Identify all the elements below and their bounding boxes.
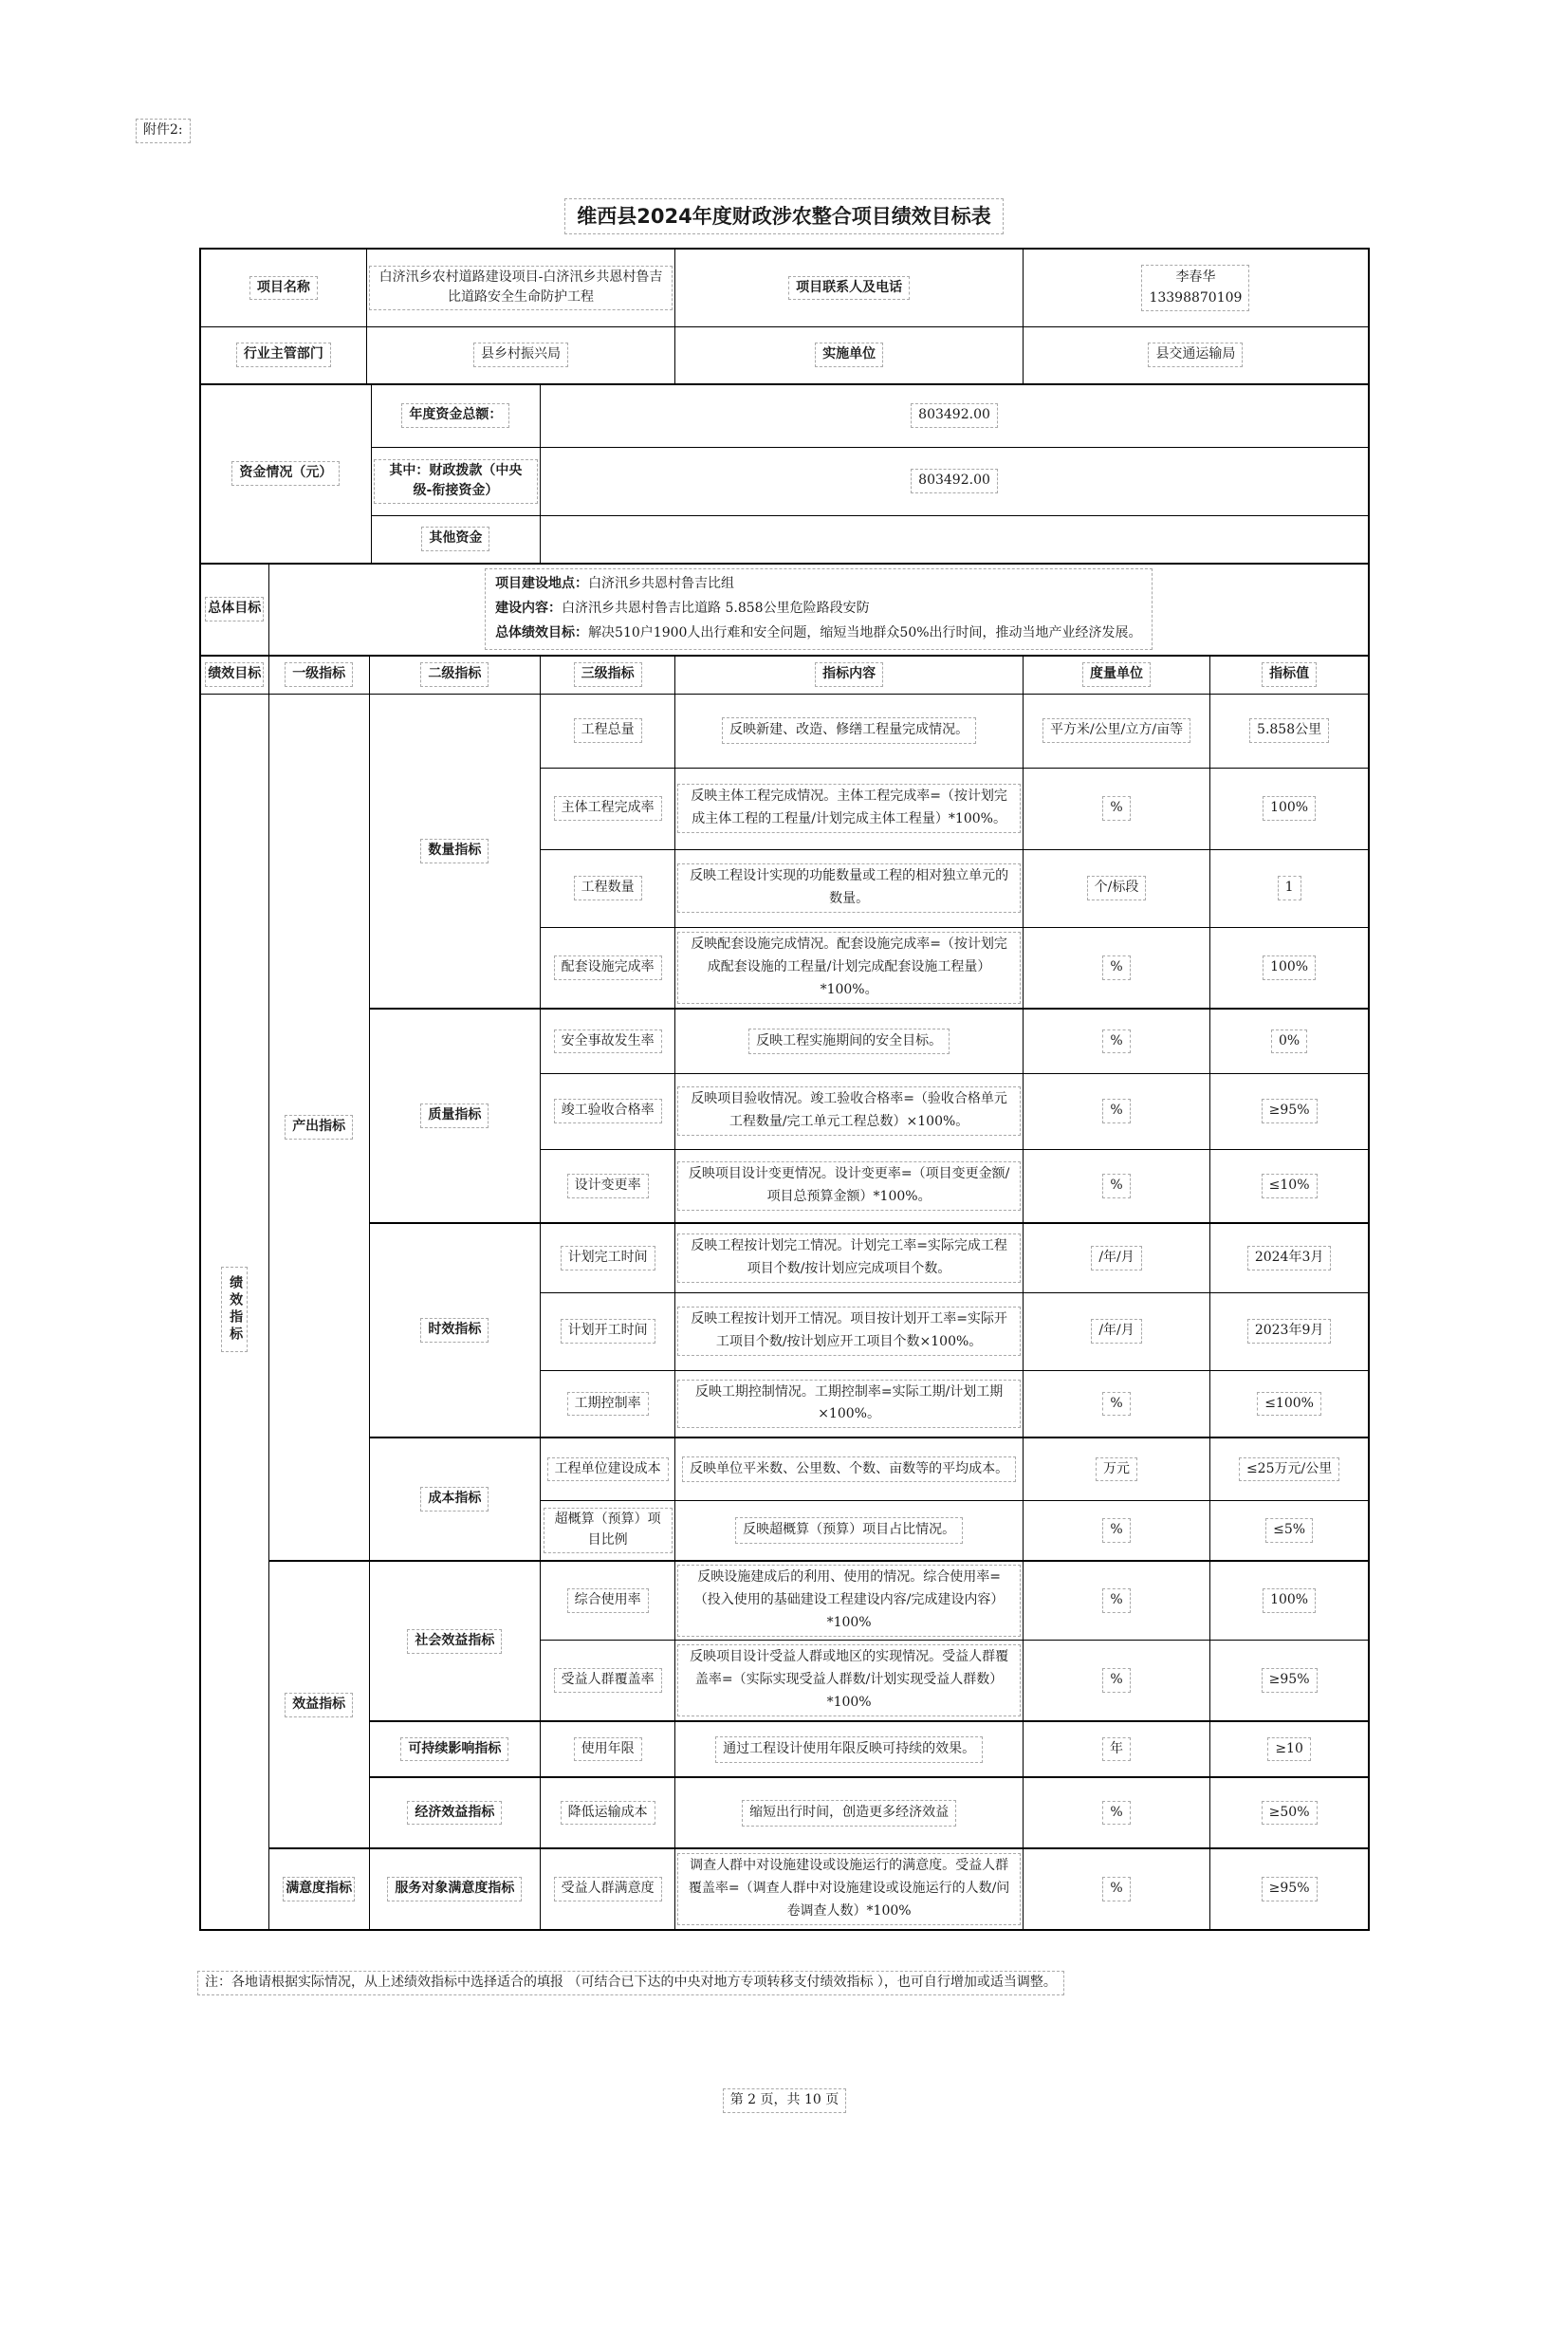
indicator-row	[200, 1777, 1369, 1848]
funding-central-value: 803492.00	[911, 469, 998, 493]
level2-cost: 成本指标	[420, 1487, 489, 1512]
funding-total-label: 年度资金总额：	[401, 403, 509, 428]
indicator-content: 通过工程设计使用年限反映可持续的效果。	[715, 1736, 983, 1763]
attachment-label: 附件2:	[136, 119, 191, 143]
indicator-content: 反映工程按计划开工情况。项目按计划开工率=实际开工项目个数/按计划应开工项目个数×100%。	[677, 1307, 1021, 1356]
indicator-unit: %	[1102, 1877, 1130, 1901]
performance-indicator-vertical-label: 绩效指标	[221, 1267, 248, 1352]
indicator-name: 安全事故发生率	[554, 1029, 662, 1054]
indicator-unit: %	[1102, 1174, 1130, 1198]
indicator-name: 受益人群满意度	[554, 1877, 662, 1901]
header-unit: 度量单位	[1082, 662, 1151, 687]
indicator-row	[200, 1561, 1369, 1640]
funding-other-label: 其他资金	[421, 527, 489, 551]
indicator-unit: 个/标段	[1087, 876, 1147, 900]
indicator-row	[200, 1848, 1369, 1930]
level2-service-satisfaction: 服务对象满意度指标	[387, 1877, 522, 1901]
indicator-name: 工期控制率	[567, 1392, 649, 1417]
header-level1: 一级指标	[285, 662, 353, 687]
note-row	[197, 1971, 1568, 1995]
contact-name: 李春华	[1175, 269, 1216, 286]
level2-sustainability: 可持续影响指标	[400, 1737, 508, 1762]
indicator-content: 调查人群中对设施建设或设施运行的满意度。受益人群覆盖率=（调查人群中对设施建设或设施运行的人数/问卷调查人数）*100%	[677, 1853, 1021, 1924]
overall-goal-content	[485, 568, 1152, 650]
dept-label: 行业主管部门	[236, 343, 331, 367]
indicator-name: 设计变更率	[567, 1174, 649, 1198]
level1-output: 产出指标	[285, 1115, 353, 1140]
contact-label: 项目联系人及电话	[788, 276, 910, 301]
indicator-value: 100%	[1263, 955, 1316, 980]
dept-value: 县乡村振兴局	[473, 343, 568, 367]
indicator-row	[200, 694, 1369, 768]
indicator-content: 反映工程设计实现的功能数量或工程的相对独立单元的数量。	[677, 863, 1021, 913]
indicator-unit: %	[1102, 1392, 1130, 1417]
indicator-name: 使用年限	[574, 1737, 642, 1762]
indicator-unit: %	[1102, 1099, 1130, 1123]
indicator-content: 反映新建、改造、修缮工程量完成情况。	[722, 717, 976, 744]
indicator-value: ≥10	[1267, 1737, 1311, 1762]
level2-timeliness: 时效指标	[420, 1318, 489, 1343]
impl-label: 实施单位	[815, 343, 883, 367]
indicator-unit: %	[1102, 1588, 1130, 1613]
indicator-value: 1	[1278, 876, 1301, 900]
indicator-value: ≤5%	[1265, 1518, 1313, 1543]
indicator-value: ≥95%	[1262, 1668, 1318, 1693]
project-info-table	[199, 248, 1370, 384]
title-row	[0, 198, 1568, 235]
goal-line-location: 项目建设地点：白济汛乡共恩村鲁吉比组	[495, 576, 735, 592]
goal-line-target: 总体绩效目标：解决510户1900人出行难和安全问题，缩短当地群众50%出行时间，推动当地产业经济发展。	[495, 625, 1142, 641]
indicator-unit: %	[1102, 1518, 1130, 1543]
indicator-unit: %	[1102, 1029, 1130, 1054]
funding-central-label: 其中：财政拨款（中央级-衔接资金）	[374, 459, 538, 504]
level2-social-benefit: 社会效益指标	[407, 1629, 502, 1654]
indicator-value: 100%	[1263, 796, 1316, 821]
indicators-header-row	[200, 656, 1369, 694]
indicator-value: 100%	[1263, 1588, 1316, 1613]
indicator-unit: 平方米/公里/立方/亩等	[1042, 718, 1190, 743]
indicator-name: 主体工程完成率	[554, 796, 662, 821]
indicator-value: 2024年3月	[1247, 1246, 1332, 1271]
indicator-name: 工程总量	[574, 718, 642, 743]
header-value: 指标值	[1262, 662, 1317, 687]
goal-line-content: 建设内容：白济汛乡共恩村鲁吉比道路 5.858公里危险路段安防	[495, 601, 870, 617]
funding-other-row	[200, 515, 1369, 563]
indicator-row	[200, 1437, 1369, 1500]
attachment-label-row	[136, 119, 1568, 143]
overall-goal-row	[200, 564, 1369, 655]
overall-goal-table	[199, 564, 1370, 656]
impl-value: 县交通运输局	[1148, 343, 1243, 367]
project-name-row	[200, 249, 1369, 326]
indicator-unit: %	[1102, 955, 1130, 980]
contact-phone: 13398870109	[1149, 290, 1243, 306]
indicator-content: 反映单位平米数、公里数、个数、亩数等的平均成本。	[682, 1456, 1016, 1483]
indicator-name: 计划完工时间	[561, 1246, 655, 1271]
funding-other-value	[541, 515, 1369, 563]
indicator-value: 2023年9月	[1247, 1319, 1332, 1344]
indicator-name: 竣工验收合格率	[554, 1099, 662, 1123]
indicator-value: ≥50%	[1262, 1801, 1318, 1826]
level2-quantity: 数量指标	[420, 839, 489, 863]
indicators-table	[199, 656, 1370, 1931]
indicator-content: 反映设施建成后的利用、使用的情况。综合使用率=（投入使用的基础建设工程建设内容/完成建设内容）*100%	[677, 1565, 1021, 1636]
indicator-value: 5.858公里	[1249, 718, 1329, 743]
indicator-content: 缩短出行时间，创造更多经济效益	[742, 1800, 956, 1827]
indicator-value: ≤10%	[1262, 1174, 1318, 1198]
overall-goal-label: 总体目标	[205, 597, 264, 621]
contact-value	[1141, 265, 1249, 311]
page-title: 维西县2024年度财政涉农整合项目绩效目标表	[564, 198, 1003, 235]
indicator-content: 反映超概算（预算）项目占比情况。	[735, 1517, 963, 1544]
indicator-unit: %	[1102, 796, 1130, 821]
header-level2: 二级指标	[420, 662, 489, 687]
indicator-row	[200, 1721, 1369, 1777]
page-number: 第 2 页，共 10 页	[723, 2088, 847, 2113]
indicator-row	[200, 1009, 1369, 1073]
indicator-content: 反映项目设计变更情况。设计变更率=（项目变更金额/项目总预算金额）*100%。	[677, 1161, 1021, 1211]
indicator-unit: 万元	[1096, 1457, 1137, 1482]
funding-total-value: 803492.00	[911, 403, 998, 428]
indicator-unit: 年	[1102, 1737, 1131, 1762]
indicator-content: 反映工程按计划完工情况。计划完工率=实际完成工程项目个数/按计划应完成项目个数。	[677, 1233, 1021, 1283]
level1-benefit: 效益指标	[285, 1693, 353, 1717]
level2-quality: 质量指标	[420, 1104, 489, 1128]
funding-total-row	[200, 384, 1369, 447]
indicator-value: 0%	[1271, 1029, 1307, 1054]
project-name-label: 项目名称	[249, 276, 318, 301]
header-content: 指标内容	[815, 662, 883, 687]
indicator-content: 反映工程实施期间的安全目标。	[748, 1029, 950, 1055]
indicator-content: 反映工期控制情况。工期控制率=实际工期/计划工期×100%。	[677, 1380, 1021, 1429]
indicator-value: ≥95%	[1262, 1099, 1318, 1123]
department-row	[200, 326, 1369, 383]
indicator-row	[200, 1223, 1369, 1292]
indicator-value: ≥95%	[1262, 1877, 1318, 1901]
document-page	[0, 119, 1568, 2113]
funding-table	[199, 384, 1370, 564]
indicator-unit: %	[1102, 1801, 1130, 1826]
funding-label: 资金情况（元）	[231, 461, 340, 486]
page-footer	[199, 2088, 1370, 2113]
level1-satisfaction: 满意度指标	[283, 1877, 355, 1901]
indicator-content: 反映项目设计受益人群或地区的实现情况。受益人群覆盖率=（实际实现受益人群数/计划实现受益人群数）*100%	[677, 1644, 1021, 1716]
indicator-name: 受益人群覆盖率	[554, 1668, 662, 1693]
indicator-content: 反映主体工程完成情况。主体工程完成率=（按计划完成主体工程的工程量/计划完成主体工程量）*100%。	[677, 784, 1021, 833]
funding-central-row	[200, 447, 1369, 515]
level2-economic-benefit: 经济效益指标	[407, 1801, 502, 1826]
indicator-content: 反映配套设施完成情况。配套设施完成率=（按计划完成配套设施的工程量/计划完成配套设施工程量）*100%。	[677, 932, 1021, 1003]
indicator-name: 工程单位建设成本	[547, 1457, 669, 1482]
indicator-name: 降低运输成本	[561, 1801, 655, 1826]
header-performance-target: 绩效目标	[205, 662, 264, 687]
indicator-name: 计划开工时间	[561, 1319, 655, 1344]
header-level3: 三级指标	[574, 662, 642, 687]
indicator-unit: %	[1102, 1668, 1130, 1693]
indicator-name: 配套设施完成率	[554, 955, 662, 980]
indicator-name: 综合使用率	[567, 1588, 649, 1613]
indicator-content: 反映项目验收情况。竣工验收合格率=（验收合格单元工程数量/完工单元工程总数）×100%。	[677, 1086, 1021, 1136]
indicator-unit: /年/月	[1091, 1246, 1141, 1271]
indicator-name: 工程数量	[574, 876, 642, 900]
note-text: 注：各地请根据实际情况，从上述绩效指标中选择适合的填报 （可结合已下达的中央对地方专项转移支付绩效指标 ），也可自行增加或适当调整。	[197, 1971, 1064, 1995]
project-name-value: 白济汛乡农村道路建设项目-白济汛乡共恩村鲁吉比道路安全生命防护工程	[369, 266, 673, 310]
indicator-name: 超概算（预算）项目比例	[544, 1508, 673, 1552]
indicator-value: ≤100%	[1257, 1392, 1321, 1417]
indicator-value: ≤25万元/公里	[1239, 1457, 1339, 1482]
indicator-unit: /年/月	[1091, 1319, 1141, 1344]
